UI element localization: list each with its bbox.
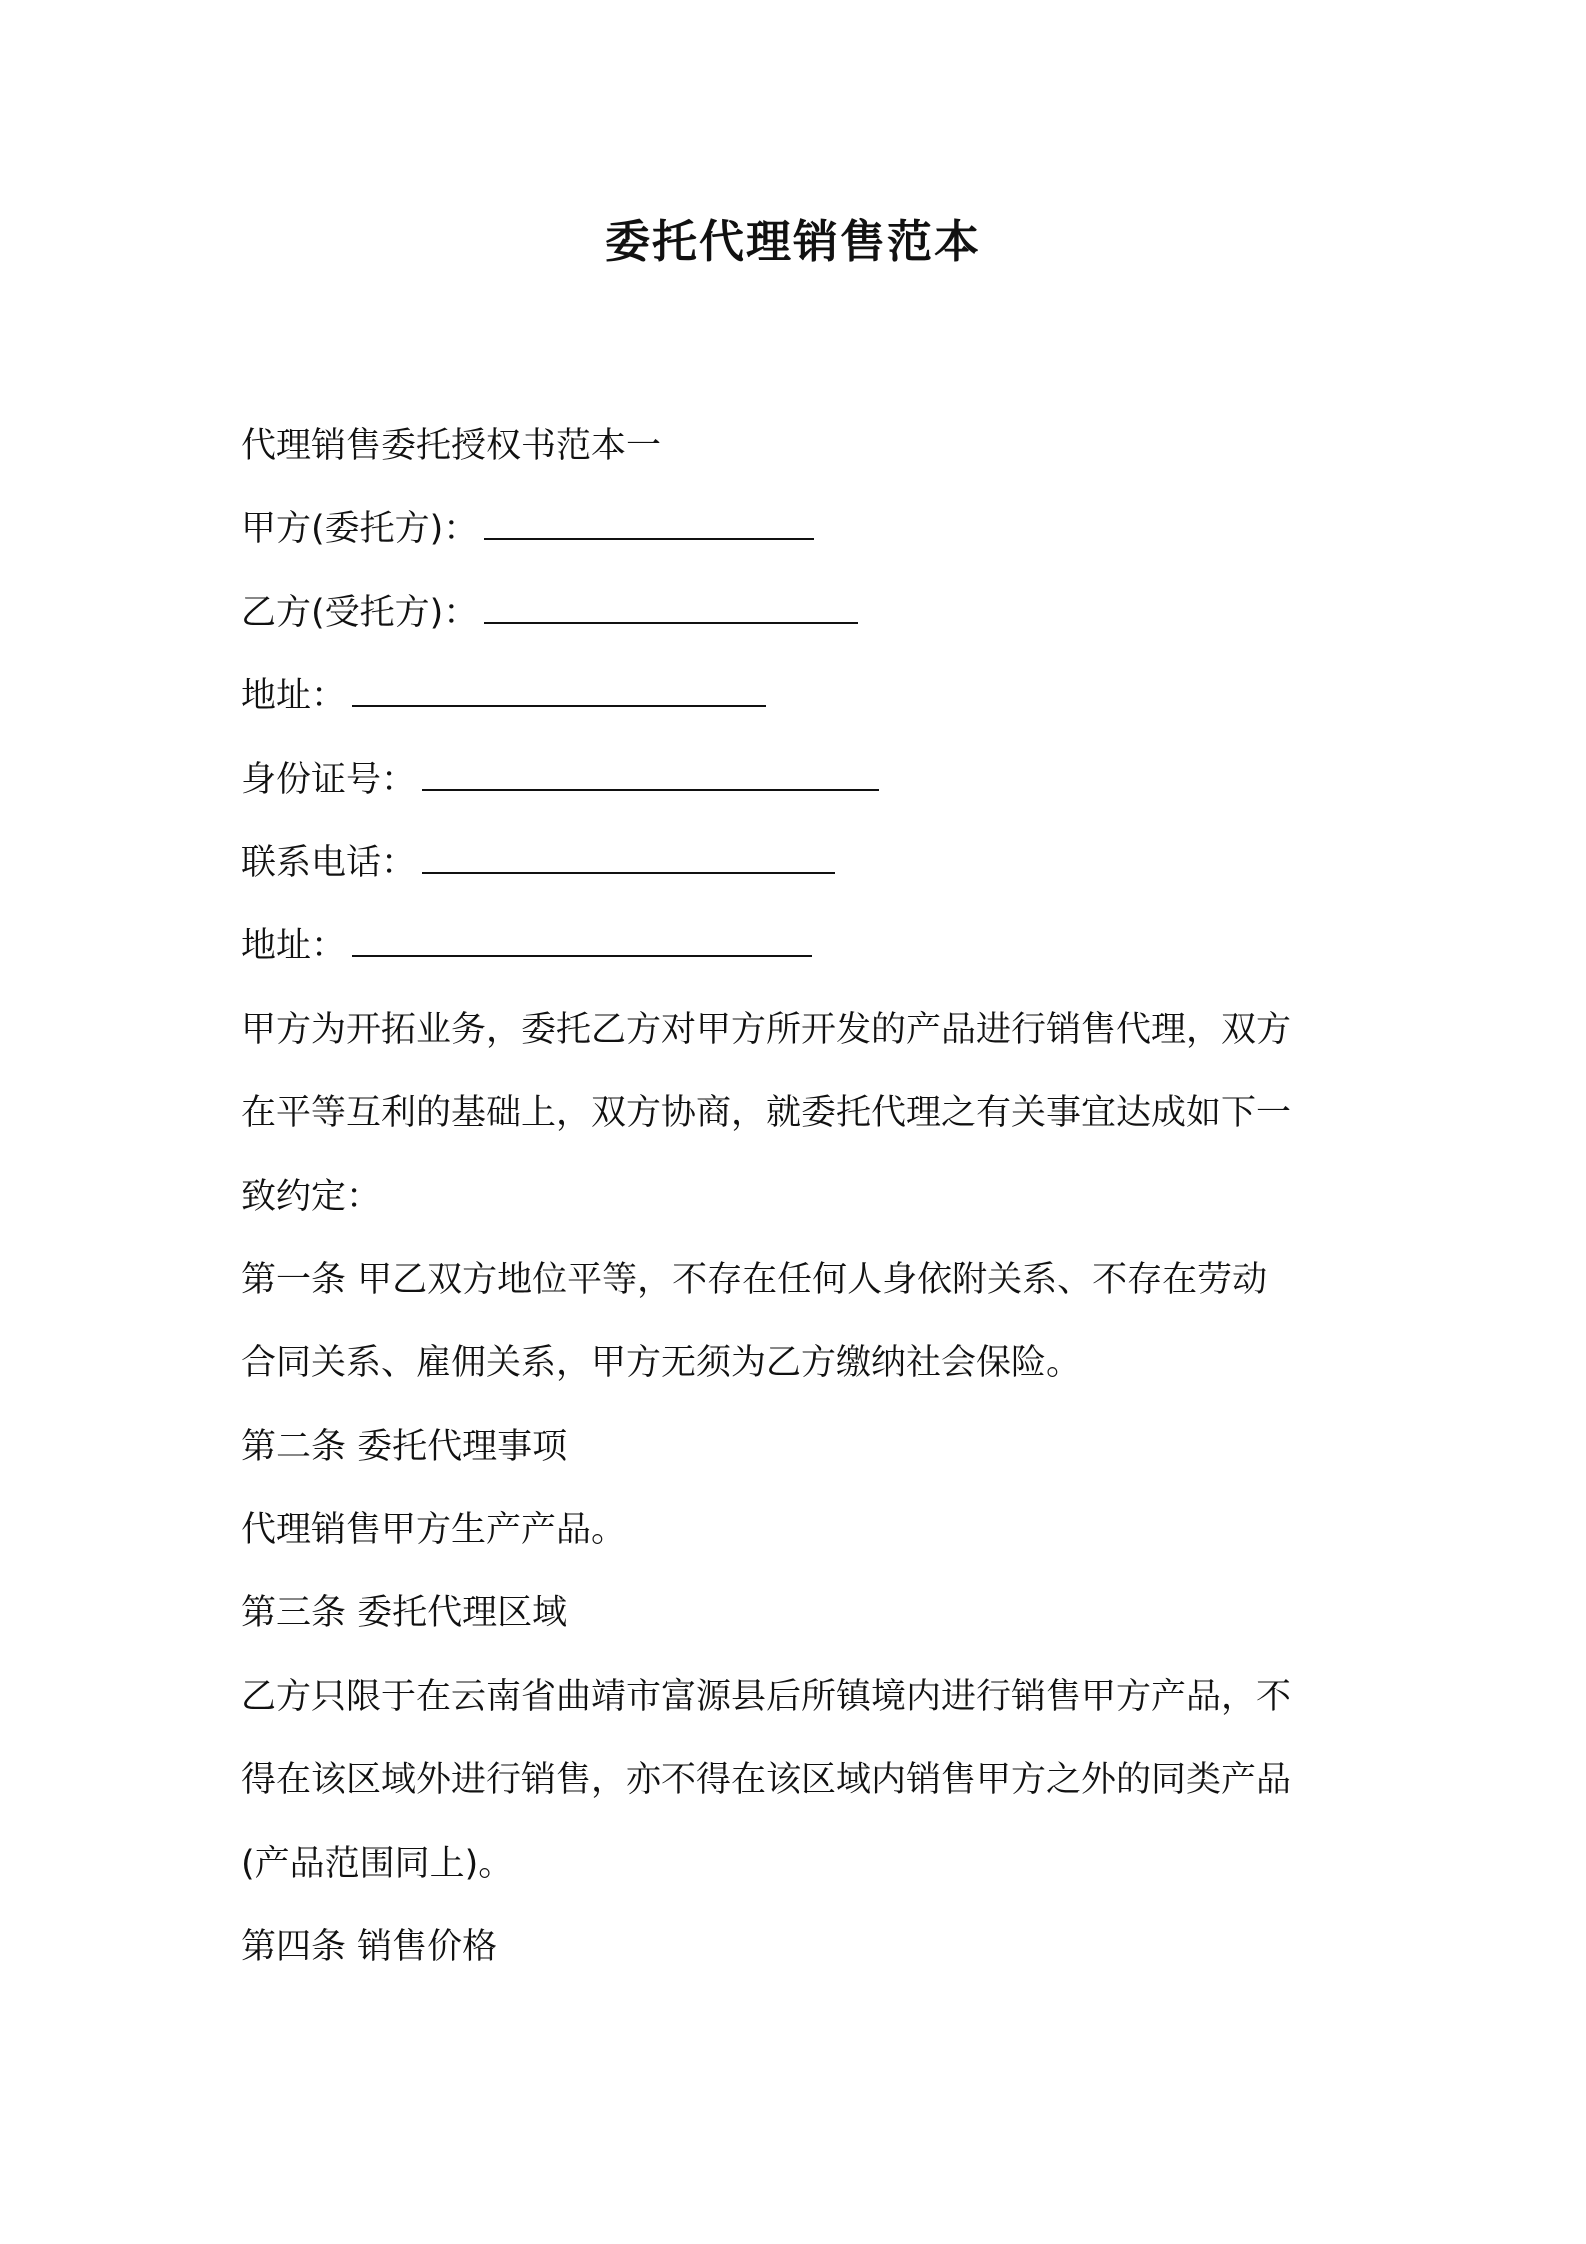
article3-line: 得在该区域外进行销售，亦不得在该区域内销售甲方之外的同类产品 [241,1760,1292,1801]
article1-line: 第一条 甲乙双方地位平等，不存在任何人身依附关系、不存在劳动 [241,1259,1268,1300]
intro-line: 在平等互利的基础上，双方协商，就委托代理之有关事宜达成如下一 [241,1093,1292,1134]
article1-line: 合同关系、雇佣关系，甲方无须为乙方缴纳社会保险。 [241,1343,1082,1384]
party-a-label: 甲方(委托方)： [241,509,479,550]
address-label-1: 地址： [241,676,347,717]
phone-label: 联系电话： [241,842,417,883]
id-number-blank [422,765,879,791]
party-a-blank [484,514,814,540]
party-b-label: 乙方(受托方)： [241,592,479,633]
subtitle: 代理销售委托授权书范本一 [241,426,662,466]
phone-blank [422,848,835,874]
document-title: 委托代理销售范本 [604,215,981,268]
document-body [241,405,1361,1989]
article2-heading: 第二条 委托代理事项 [241,1426,568,1467]
address-field-2 [241,905,1361,988]
article2-body: 代理销售甲方生产产品。 [241,1510,627,1551]
party-b-field [241,572,1361,655]
article3-line: (产品范围同上)。 [241,1843,514,1884]
party-a-field [241,488,1361,571]
phone-field [241,822,1361,905]
address-blank-2 [352,931,812,957]
article4-heading: 第四条 销售价格 [241,1927,498,1968]
id-number-label: 身份证号： [241,759,417,800]
article3-line: 乙方只限于在云南省曲靖市富源县后所镇境内进行销售甲方产品，不 [241,1676,1292,1717]
party-b-blank [484,598,858,624]
intro-line: 致约定： [241,1176,382,1217]
article3-heading: 第三条 委托代理区域 [241,1593,568,1634]
address-blank-1 [352,681,766,707]
intro-line: 甲方为开拓业务，委托乙方对甲方所开发的产品进行销售代理，双方 [241,1009,1292,1050]
address-field-1 [241,655,1361,738]
id-number-field [241,739,1361,822]
address-label-2: 地址： [241,926,347,967]
